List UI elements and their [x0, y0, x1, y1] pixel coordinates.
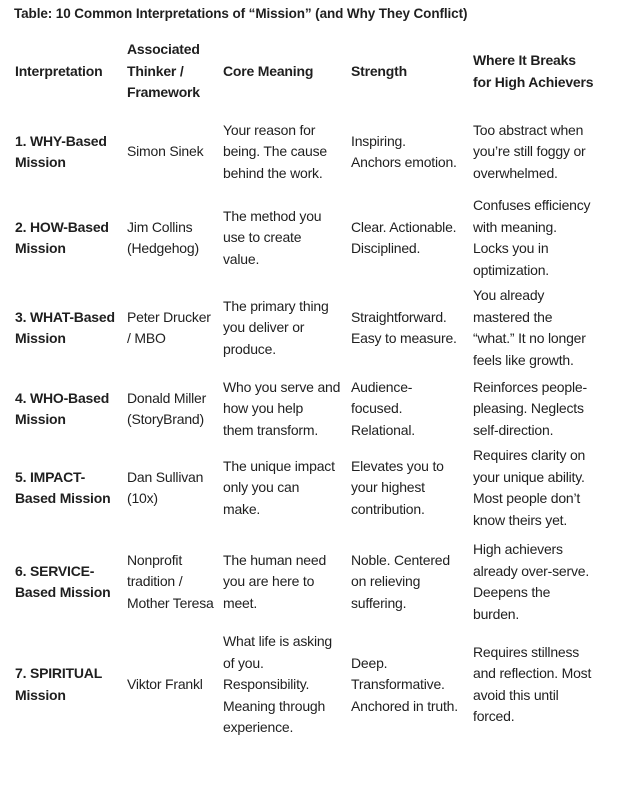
cell-line: Relational.	[351, 421, 415, 438]
cell-line: Meaning through	[223, 697, 326, 714]
cell-thinker	[125, 109, 221, 195]
cell-line: value.	[223, 250, 260, 267]
cell-line: Anchored in truth.	[351, 697, 458, 714]
cell-line: contribution.	[351, 500, 425, 517]
cell-line: Confuses efficiency	[473, 197, 591, 213]
cell-line: / MBO	[127, 330, 166, 346]
cell-interpretation	[13, 109, 125, 195]
cell-where-it-breaks	[471, 281, 623, 375]
header-line: Associated	[127, 41, 200, 58]
table-row	[13, 443, 623, 533]
cell-core-meaning	[221, 631, 349, 739]
header-line: Where It Breaks	[473, 52, 576, 68]
cell-line: meet.	[223, 594, 258, 611]
cell-line: The method you	[223, 207, 322, 224]
cell-thinker	[125, 533, 221, 631]
header-line: Thinker /	[127, 62, 184, 79]
cell-line: Responsibility.	[223, 676, 310, 692]
cell-line: of you.	[223, 654, 264, 671]
cell-line: how you help	[223, 400, 304, 417]
cell-line: already over-serve.	[473, 562, 590, 579]
cell-line: 4. WHO-Based	[15, 389, 110, 406]
table-row	[13, 281, 623, 375]
cell-line: Requires clarity on	[473, 447, 586, 463]
cell-strength	[349, 443, 471, 533]
cell-where-it-breaks	[471, 109, 623, 195]
cell-line: The unique impact	[223, 457, 335, 474]
cell-line: being. The cause	[223, 143, 327, 160]
cell-line: experience.	[223, 719, 294, 735]
cell-core-meaning	[221, 195, 349, 281]
cell-strength	[349, 281, 471, 375]
cell-line: only you can	[223, 479, 300, 496]
header-interpretation	[13, 36, 125, 109]
cell-line: Jim Collins	[127, 218, 193, 235]
header-line: Interpretation	[15, 62, 103, 79]
cell-line: know theirs yet.	[473, 511, 568, 528]
cell-where-it-breaks	[471, 631, 623, 739]
cell-line: Mission	[15, 240, 66, 256]
cell-line: avoid this until	[473, 686, 559, 703]
table-row	[13, 533, 623, 631]
cell-line: mastered the	[473, 308, 553, 325]
table-row	[13, 109, 623, 195]
cell-core-meaning	[221, 443, 349, 533]
cell-thinker	[125, 631, 221, 739]
cell-line: Mission	[15, 686, 66, 703]
cell-line: focused.	[351, 400, 403, 417]
cell-interpretation	[13, 195, 125, 281]
cell-line: Peter Drucker	[127, 308, 211, 325]
cell-line: Based Mission	[15, 584, 111, 600]
cell-line: tradition /	[127, 573, 183, 590]
interpretations-table	[13, 36, 623, 739]
cell-interpretation	[13, 631, 125, 739]
cell-core-meaning	[221, 109, 349, 195]
cell-where-it-breaks	[471, 443, 623, 533]
cell-line: them transform.	[223, 421, 319, 438]
cell-line: forced.	[473, 708, 515, 725]
table-row	[13, 375, 623, 443]
cell-line: self-direction.	[473, 421, 554, 438]
cell-strength	[349, 195, 471, 281]
cell-line: (Hedgehog)	[127, 240, 199, 256]
cell-line: pleasing. Neglects	[473, 400, 584, 417]
cell-line: Based Mission	[15, 490, 111, 506]
cell-line: suffering.	[351, 594, 407, 611]
cell-line: Your reason for	[223, 121, 316, 138]
cell-line: Disciplined.	[351, 240, 421, 256]
cell-line: You already	[473, 287, 545, 303]
cell-line: 2. HOW-Based	[15, 218, 109, 235]
cell-line: with meaning.	[473, 218, 557, 235]
table-row	[13, 195, 623, 281]
cell-line: you’re still foggy or	[473, 143, 586, 160]
cell-line: and reflection. Most	[473, 665, 592, 682]
cell-line: Noble. Centered	[351, 551, 450, 568]
cell-interpretation	[13, 281, 125, 375]
cell-strength	[349, 533, 471, 631]
cell-line: Mission	[15, 154, 66, 170]
cell-thinker	[125, 443, 221, 533]
cell-thinker	[125, 195, 221, 281]
cell-line: Donald Miller	[127, 389, 207, 406]
cell-core-meaning	[221, 533, 349, 631]
cell-line: feels like growth.	[473, 351, 574, 368]
header-line: Core Meaning	[223, 62, 314, 79]
cell-thinker	[125, 375, 221, 443]
cell-line: burden.	[473, 605, 520, 622]
cell-line: High achievers	[473, 541, 563, 557]
header-row	[13, 36, 623, 109]
cell-line: Most people don’t	[473, 490, 581, 506]
cell-line: Nonprofit	[127, 551, 183, 568]
cell-line: Mother Teresa	[127, 594, 214, 611]
cell-line: Inspiring.	[351, 132, 406, 149]
cell-line: 3. WHAT-Based	[15, 308, 115, 325]
cell-line: optimization.	[473, 261, 549, 278]
cell-thinker	[125, 281, 221, 375]
cell-line: use to create	[223, 229, 302, 246]
cell-line: Locks you in	[473, 240, 549, 256]
cell-line: Dan Sullivan	[127, 468, 204, 485]
cell-line: The primary thing	[223, 297, 329, 314]
cell-line: behind the work.	[223, 164, 323, 181]
cell-line: your highest	[351, 479, 425, 496]
cell-line: Reinforces people-	[473, 378, 587, 395]
header-line: Strength	[351, 62, 407, 79]
header-line: for High Achievers	[473, 73, 594, 90]
header-thinker	[125, 36, 221, 109]
cell-line: Clear. Actionable.	[351, 218, 457, 235]
table-caption: Table: 10 Common Interpretations of “Mission” (and Why They Conflict)	[14, 6, 468, 21]
header-where-it-breaks	[471, 36, 623, 109]
table-body	[13, 109, 623, 739]
cell-line: Easy to measure.	[351, 330, 457, 346]
cell-interpretation	[13, 375, 125, 443]
cell-line: produce.	[223, 340, 276, 357]
cell-strength	[349, 375, 471, 443]
cell-line: (StoryBrand)	[127, 411, 204, 427]
cell-line: on relieving	[351, 573, 421, 590]
cell-where-it-breaks	[471, 195, 623, 281]
cell-line: 1. WHY-Based	[15, 132, 107, 149]
cell-interpretation	[13, 533, 125, 631]
cell-core-meaning	[221, 375, 349, 443]
table-row	[13, 631, 623, 739]
header-strength	[349, 36, 471, 109]
cell-line: The human need	[223, 551, 327, 568]
cell-line: Deepens the	[473, 584, 551, 600]
cell-line: Who you serve and	[223, 378, 341, 395]
cell-line: (10x)	[127, 490, 158, 506]
cell-line: Requires stillness	[473, 643, 580, 660]
cell-where-it-breaks	[471, 533, 623, 631]
cell-line: 6. SERVICE-	[15, 562, 95, 579]
cell-line: you deliver or	[223, 319, 305, 336]
cell-line: Anchors emotion.	[351, 154, 457, 170]
cell-line: overwhelmed.	[473, 164, 558, 181]
cell-line: 7. SPIRITUAL	[15, 665, 103, 682]
cell-line: Transformative.	[351, 676, 445, 692]
cell-line: Elevates you to	[351, 457, 444, 474]
cell-line: Deep.	[351, 654, 388, 671]
cell-line: make.	[223, 500, 261, 517]
cell-line: 5. IMPACT-	[15, 468, 86, 485]
cell-line: Too abstract when	[473, 121, 584, 138]
cell-line: your unique ability.	[473, 468, 585, 485]
cell-line: Viktor Frankl	[127, 676, 203, 692]
cell-line: Audience-	[351, 378, 413, 395]
cell-line: “what.” It no longer	[473, 330, 586, 346]
cell-line: Simon Sinek	[127, 143, 204, 160]
cell-line: Mission	[15, 411, 66, 427]
cell-strength	[349, 631, 471, 739]
cell-line: you are here to	[223, 573, 315, 590]
cell-strength	[349, 109, 471, 195]
cell-line: Straightforward.	[351, 308, 447, 325]
cell-line: Mission	[15, 330, 66, 346]
cell-where-it-breaks	[471, 375, 623, 443]
cell-interpretation	[13, 443, 125, 533]
cell-core-meaning	[221, 281, 349, 375]
header-line: Framework	[127, 84, 200, 101]
cell-line: What life is asking	[223, 633, 333, 649]
header-core-meaning	[221, 36, 349, 109]
